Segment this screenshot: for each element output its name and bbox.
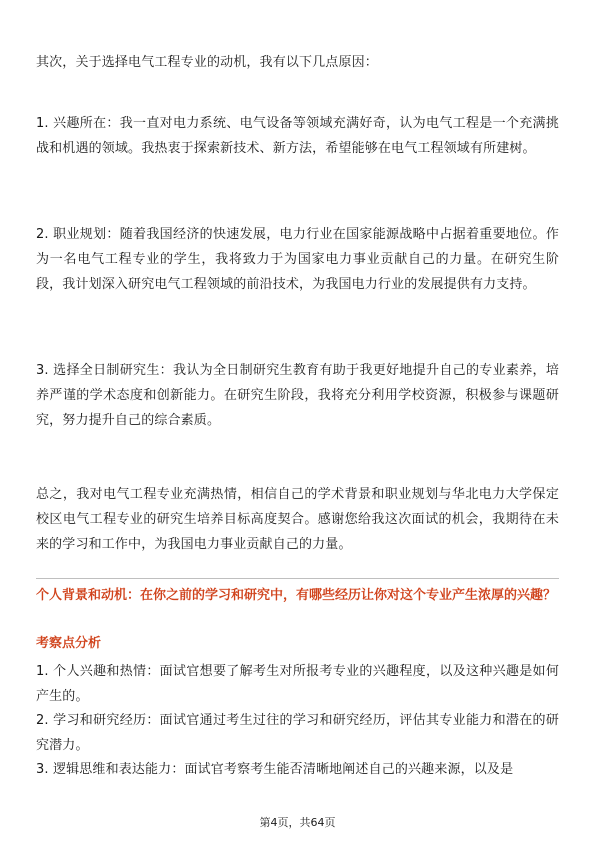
- conclusion-paragraph: 总之，我对电气工程专业充满热情，相信自己的学术背景和职业规划与华北电力大学保定校区电气工程专业的研究生培养目标高度契合。感谢您给我这次面试的机会，我期待在未来的学习和工作中，为我国电力事业贡献自己的力量。: [36, 487, 559, 552]
- analysis-item: 3. 逻辑思维和表达能力：面试官考察考生能否清晰地阐述自己的兴趣来源，以及是: [36, 762, 514, 777]
- page-number: 第4页，共64页: [259, 816, 336, 829]
- section-divider: [36, 578, 559, 579]
- analysis-heading: 考察点分析: [36, 636, 102, 651]
- intro-paragraph: 其次，关于选择电气工程专业的动机，我有以下几点原因：: [36, 55, 378, 70]
- reason-paragraph-interest: 1. 兴趣所在：我一直对电力系统、电气设备等领域充满好奇，认为电气工程是一个充满挑战和机遇的领域。我热衷于探索新技术、新方法，希望能够在电气工程领域有所建树。: [36, 116, 559, 156]
- reason-paragraph-career: 2. 职业规划：随着我国经济的快速发展，电力行业在国家能源战略中占据着重要地位。作为一名电气工程专业的学生，我将致力于为国家电力事业贡献自己的力量。在研究生阶段，我计划深入研究电气工程领域的前沿技术，为我国电力行业的发展提供有力支持。: [36, 227, 559, 292]
- analysis-item: 1. 个人兴趣和热情：面试官想要了解考生对所报考专业的兴趣程度，以及这种兴趣是如何产生的。: [36, 664, 559, 704]
- interview-question: 个人背景和动机：在你之前的学习和研究中，有哪些经历让你对这个专业产生浓厚的兴趣？: [36, 588, 557, 603]
- analysis-item: 2. 学习和研究经历：面试官通过考生过往的学习和研究经历，评估其专业能力和潜在的研究潜力。: [36, 713, 559, 753]
- analysis-list: [36, 660, 559, 783]
- reason-paragraph-fulltime: 3. 选择全日制研究生：我认为全日制研究生教育有助于我更好地提升自己的专业素养，培养严谨的学术态度和创新能力。在研究生阶段，我将充分利用学校资源，积极参与课题研究，努力提升自己的综合素质。: [36, 363, 559, 428]
